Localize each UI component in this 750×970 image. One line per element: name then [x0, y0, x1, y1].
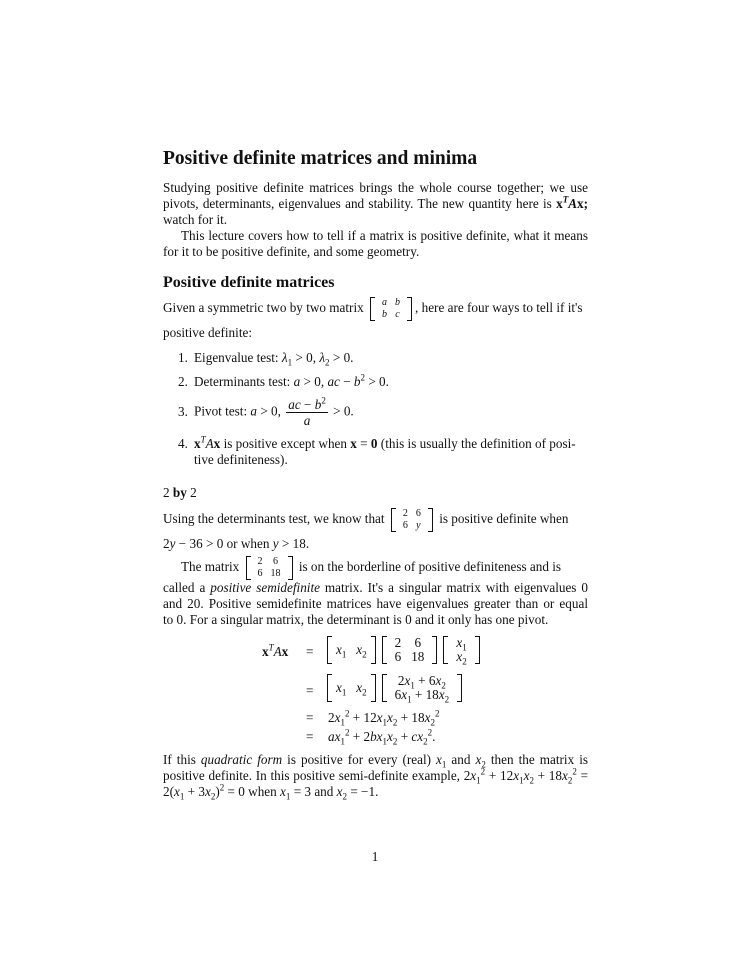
semidefinite-continued	[163, 580, 588, 628]
matrix-cell: 2	[402, 508, 408, 519]
p1-line-2: 2y − 36 > 0 or when y > 18.	[163, 536, 310, 551]
p1-text-pre: Using the determinants test, we know that	[163, 511, 385, 527]
p2-l2-a: called a	[163, 580, 211, 595]
intro-line-2	[163, 196, 588, 212]
matrix-cell: 6	[273, 556, 279, 567]
intro-paragraph	[163, 180, 588, 260]
matrix-cell: 6	[402, 520, 408, 531]
page-number: 1	[371, 849, 379, 864]
equals-sign: =	[306, 729, 314, 744]
matrix-cell: 6	[415, 508, 421, 519]
heading-number: 2	[190, 485, 197, 500]
matrix-cell: c	[395, 309, 400, 320]
matrix-cell: 2	[257, 556, 263, 567]
p2-l2-b: matrix. It's a singular matrix with eigenvalues 0	[319, 580, 588, 595]
matrix-cell: b	[382, 309, 388, 320]
column-vector: $x_1$ $x_2$	[443, 636, 479, 664]
equation-row-4: $ax_1^2 + 2bx_1x_2 + cx_2^2$.	[328, 727, 436, 747]
matrix-2-6-6-y	[391, 508, 433, 532]
matrix-cell: a	[382, 297, 388, 308]
p2-text-post: is on the borderline of positive definiteness and is	[298, 559, 562, 575]
intro-p2-line-1: This lecture covers how to tell if a matrix is positive definite, what it means	[181, 228, 588, 243]
row-vector: $x_1$ $x_2$	[327, 636, 376, 664]
equals-sign: =	[306, 710, 314, 725]
semidefinite-paragraph	[181, 556, 588, 580]
list-number: 2.	[178, 374, 188, 389]
p2-line-2	[163, 580, 588, 596]
p1-text-post: is positive definite when	[439, 511, 569, 527]
intro-line-1: Studying positive definite matrices brings the whole course together; we use	[163, 180, 588, 195]
page-title: Positive definite matrices and minima	[163, 148, 478, 169]
subsection-heading-2-by-2	[163, 485, 197, 501]
matrix-cell: 18	[270, 568, 281, 579]
matrix-cell: 6	[257, 568, 263, 579]
p2-text-pre: The matrix	[181, 559, 240, 575]
list-number: 1.	[178, 350, 188, 365]
list-item-eigenvalue-test: 1. Eigenvalue test: $\lambda_1 > 0$, $\lambda_2 > 0$.	[178, 350, 354, 368]
given-text-post: , here are four ways to tell if it's	[415, 300, 583, 316]
list-item-pivot-test: 3. Pivot test: a > 0, $\frac{ac - b^2}{a}$ > 0.	[178, 395, 354, 428]
final-line-1: If this quadratic form is positive for every (real) $x_1$ and $x_2$ then the matrix is	[163, 752, 588, 770]
list-number: 3.	[178, 403, 188, 419]
list-expression: a	[293, 374, 301, 389]
equals-sign: =	[306, 683, 314, 698]
row-vector: $x_1$ $x_2$	[327, 674, 376, 702]
section-heading-positive-definite: Positive definite matrices	[163, 274, 335, 291]
determinants-paragraph	[163, 508, 588, 532]
matrix-cell: y	[416, 520, 421, 531]
list-label: Pivot test:	[194, 403, 251, 419]
p2-line-4: to 0. For a singular matrix, the determinant is 0 and it only has one pivot.	[163, 612, 549, 627]
pivot-fraction: $\frac{ac - b^2}{a}$	[288, 395, 326, 428]
final-line-2: positive definite. In this positive semi-definite example, $2x_1^2 + 12x_1x_2 + 18x_2^2$ =	[163, 766, 589, 786]
equals-sign: =	[306, 644, 314, 659]
list-label: Eigenvalue test:	[194, 350, 282, 365]
equation-row-2	[324, 673, 465, 705]
final-l1-a: If this	[163, 752, 201, 767]
equation-row-3: $2x_1^2 + 12x_1x_2 + 18x_2^2$	[328, 708, 440, 728]
list-label: Determinants test:	[194, 374, 294, 389]
equation-lhs: $x^TAx$	[262, 642, 289, 659]
intro-p2-line-2: for it to be positive definite, and some geometry.	[163, 244, 420, 259]
xtax-expression: $x^TAx$;	[556, 194, 588, 211]
quadratic-form-paragraph	[163, 752, 588, 800]
final-line-3: $2(x_1 + 3x_2)^2 = 0$ when $x_1 = 3$ and $x_2 = -1$.	[163, 782, 379, 802]
heading-by: by	[172, 485, 187, 500]
emphasis-positive-semidefinite: positive semidefinite	[210, 580, 320, 595]
equation-row-1	[324, 635, 483, 667]
given-paragraph	[163, 297, 588, 321]
matrix-abc	[370, 297, 412, 321]
given-line-2: positive definite:	[163, 325, 252, 340]
list-item-determinants-test: 2. Determinants test: a > 0, ac − $b^2 > 0$.	[178, 372, 389, 389]
product-vector: $2x_1 + 6x_2$ $6x_1 + 18x_2$	[382, 674, 463, 702]
list-expression: λ	[281, 350, 288, 365]
intro-line-2-text: pivots, determinants, eigenvalues and stability. The new quantity here is	[163, 196, 557, 211]
given-text-pre: Given a symmetric two by two matrix	[163, 300, 364, 316]
list-number: 4.	[178, 436, 188, 451]
list-item-xtax-test: 4. $x^TAx$ is positive except when x = 0 (this is usually the definition of posi- tive definiteness).	[178, 434, 576, 467]
emphasis-quadratic-form: quadratic form	[200, 752, 283, 767]
matrix-2-6-6-18	[246, 556, 293, 580]
matrix-cell: b	[395, 297, 401, 308]
intro-line-3: watch for it.	[163, 212, 228, 227]
matrix-2-6-6-18-display: 2 6 6 18	[382, 636, 438, 664]
heading-number: 2	[163, 485, 170, 500]
p2-line-3: and 20. Positive semidefinite matrices have eigenvalues greater than or equal	[163, 596, 588, 611]
